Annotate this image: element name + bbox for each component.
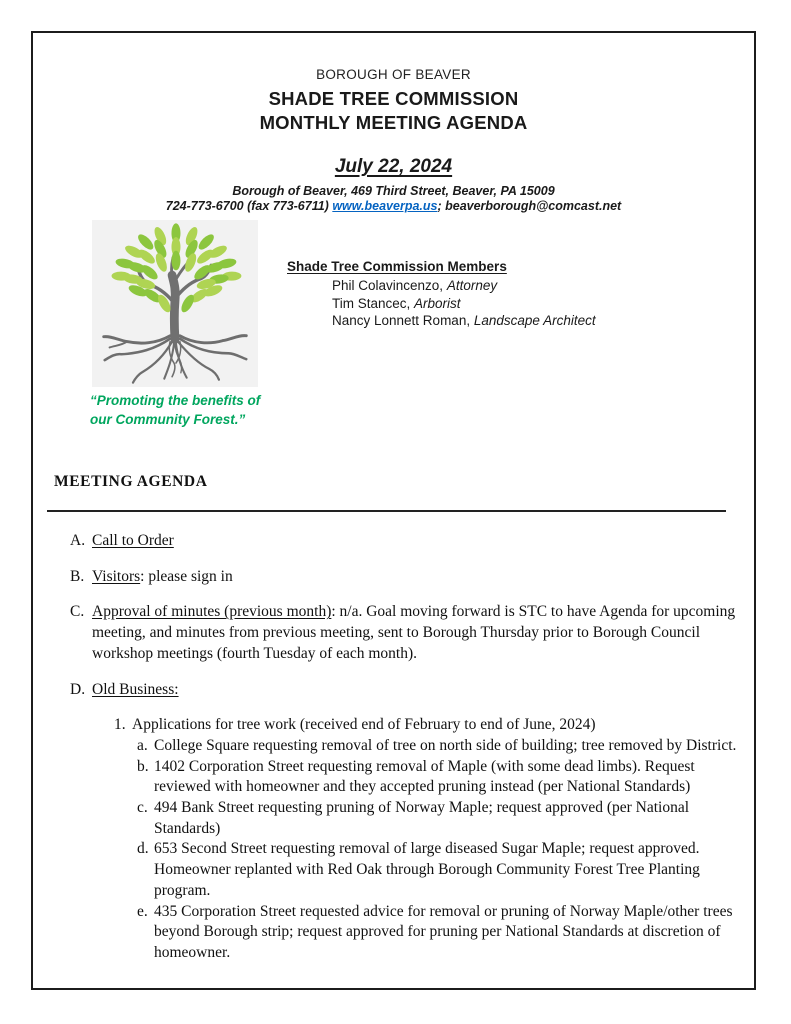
application-item-b xyxy=(70,757,744,798)
tree-logo xyxy=(92,220,258,387)
item-marker: b. xyxy=(137,757,149,775)
meeting-date: July 22, 2024 xyxy=(334,156,453,177)
application-item-d xyxy=(70,839,744,901)
application-item-e xyxy=(70,902,744,964)
horizontal-rule xyxy=(47,510,726,512)
item-lead: Call to Order xyxy=(92,532,174,549)
member-row xyxy=(332,312,596,330)
agenda-item-approval-of-minutes xyxy=(70,602,744,664)
item-marker: e. xyxy=(137,902,148,920)
item-lead: Approval of minutes (previous month) xyxy=(92,603,332,621)
member-name: Nancy Lonnett Roman, xyxy=(332,313,474,328)
item-marker: D. xyxy=(70,680,86,698)
old-business-item-1 xyxy=(70,715,744,736)
item-marker: C. xyxy=(70,603,85,621)
members-heading: Shade Tree Commission Members xyxy=(287,259,507,274)
member-name: Phil Colavincenzo, xyxy=(332,278,447,293)
item-marker: d. xyxy=(137,840,149,858)
tree-logo-graphic xyxy=(92,220,258,387)
agenda-item-old-business xyxy=(70,680,744,701)
application-item-a xyxy=(70,736,744,757)
member-row xyxy=(332,295,596,313)
website-link[interactable]: www.beaverpa.us xyxy=(332,199,438,213)
item-text: 494 Bank Street requesting pruning of Norway Maple; request approved (per National Standards) xyxy=(154,799,690,837)
phone-fax: 724-773-6700 (fax 773-6711) xyxy=(165,199,333,213)
item-marker: A. xyxy=(70,532,86,549)
member-name: Tim Stancec, xyxy=(332,295,415,311)
organization-name: BOROUGH OF BEAVER xyxy=(316,67,471,82)
document-title-line2: MONTHLY MEETING AGENDA xyxy=(259,112,528,133)
email: ; beaverborough@comcast.net xyxy=(437,199,622,213)
item-lead: Visitors xyxy=(92,567,141,585)
item-text: 435 Corporation Street requested advice for removal or pruning of Norway Maple/other trees beyond Borough strip; request approved for pruning per National Standards at discretion of homeowner. xyxy=(154,902,733,961)
address-line: Borough of Beaver, 469 Third Street, Beaver, PA 15009 xyxy=(232,184,555,198)
member-row xyxy=(332,277,596,295)
document-header xyxy=(33,67,754,214)
agenda-list xyxy=(70,531,744,964)
agenda-item-visitors xyxy=(70,567,744,588)
member-role: Attorney xyxy=(446,278,498,293)
item-number: 1. xyxy=(114,716,126,734)
agenda-section-title: MEETING AGENDA xyxy=(54,473,208,490)
slogan-line2: our Community Forest.” xyxy=(90,412,246,427)
item-text: 1402 Corporation Street requesting removal of Maple (with some dead limbs). Request reviewed with homeowner and they accepted pruning instead (per National Standards) xyxy=(154,757,695,796)
item-text: 653 Second Street requesting removal of large diseased Sugar Maple; request approved. Homeowner replanted with Red Oak through Borough Community Forest Tree Planting program. xyxy=(154,840,700,899)
slogan-line1: “Promoting the benefits of xyxy=(90,393,261,408)
application-item-c xyxy=(70,798,744,839)
logo-slogan xyxy=(90,391,320,429)
item-marker: B. xyxy=(70,567,85,585)
item-text: College Square requesting removal of tree on north side of building; tree removed by District. xyxy=(154,736,737,754)
item-marker: a. xyxy=(137,736,148,754)
commission-members xyxy=(287,259,596,330)
agenda-item-call-to-order xyxy=(70,531,744,552)
member-role: Landscape Architect xyxy=(473,313,596,328)
item-text: : please sign in xyxy=(140,567,233,585)
page-border xyxy=(31,31,756,990)
document-title-line1: SHADE TREE COMMISSION xyxy=(268,88,519,109)
item-marker: c. xyxy=(137,799,148,817)
item-text: : n/a. Goal moving forward is STC to have Agenda for upcoming meeting, and minutes from previous meeting, sent to Borough Thursday prior to Borough Council workshop meetings (fourth Tuesday of each month). xyxy=(92,603,736,662)
contact-line xyxy=(33,199,754,214)
item-lead: Old Business: xyxy=(92,680,179,698)
item-title: Applications for tree work (received end of February to end of June, 2024) xyxy=(132,716,596,734)
member-role: Arborist xyxy=(414,295,461,311)
